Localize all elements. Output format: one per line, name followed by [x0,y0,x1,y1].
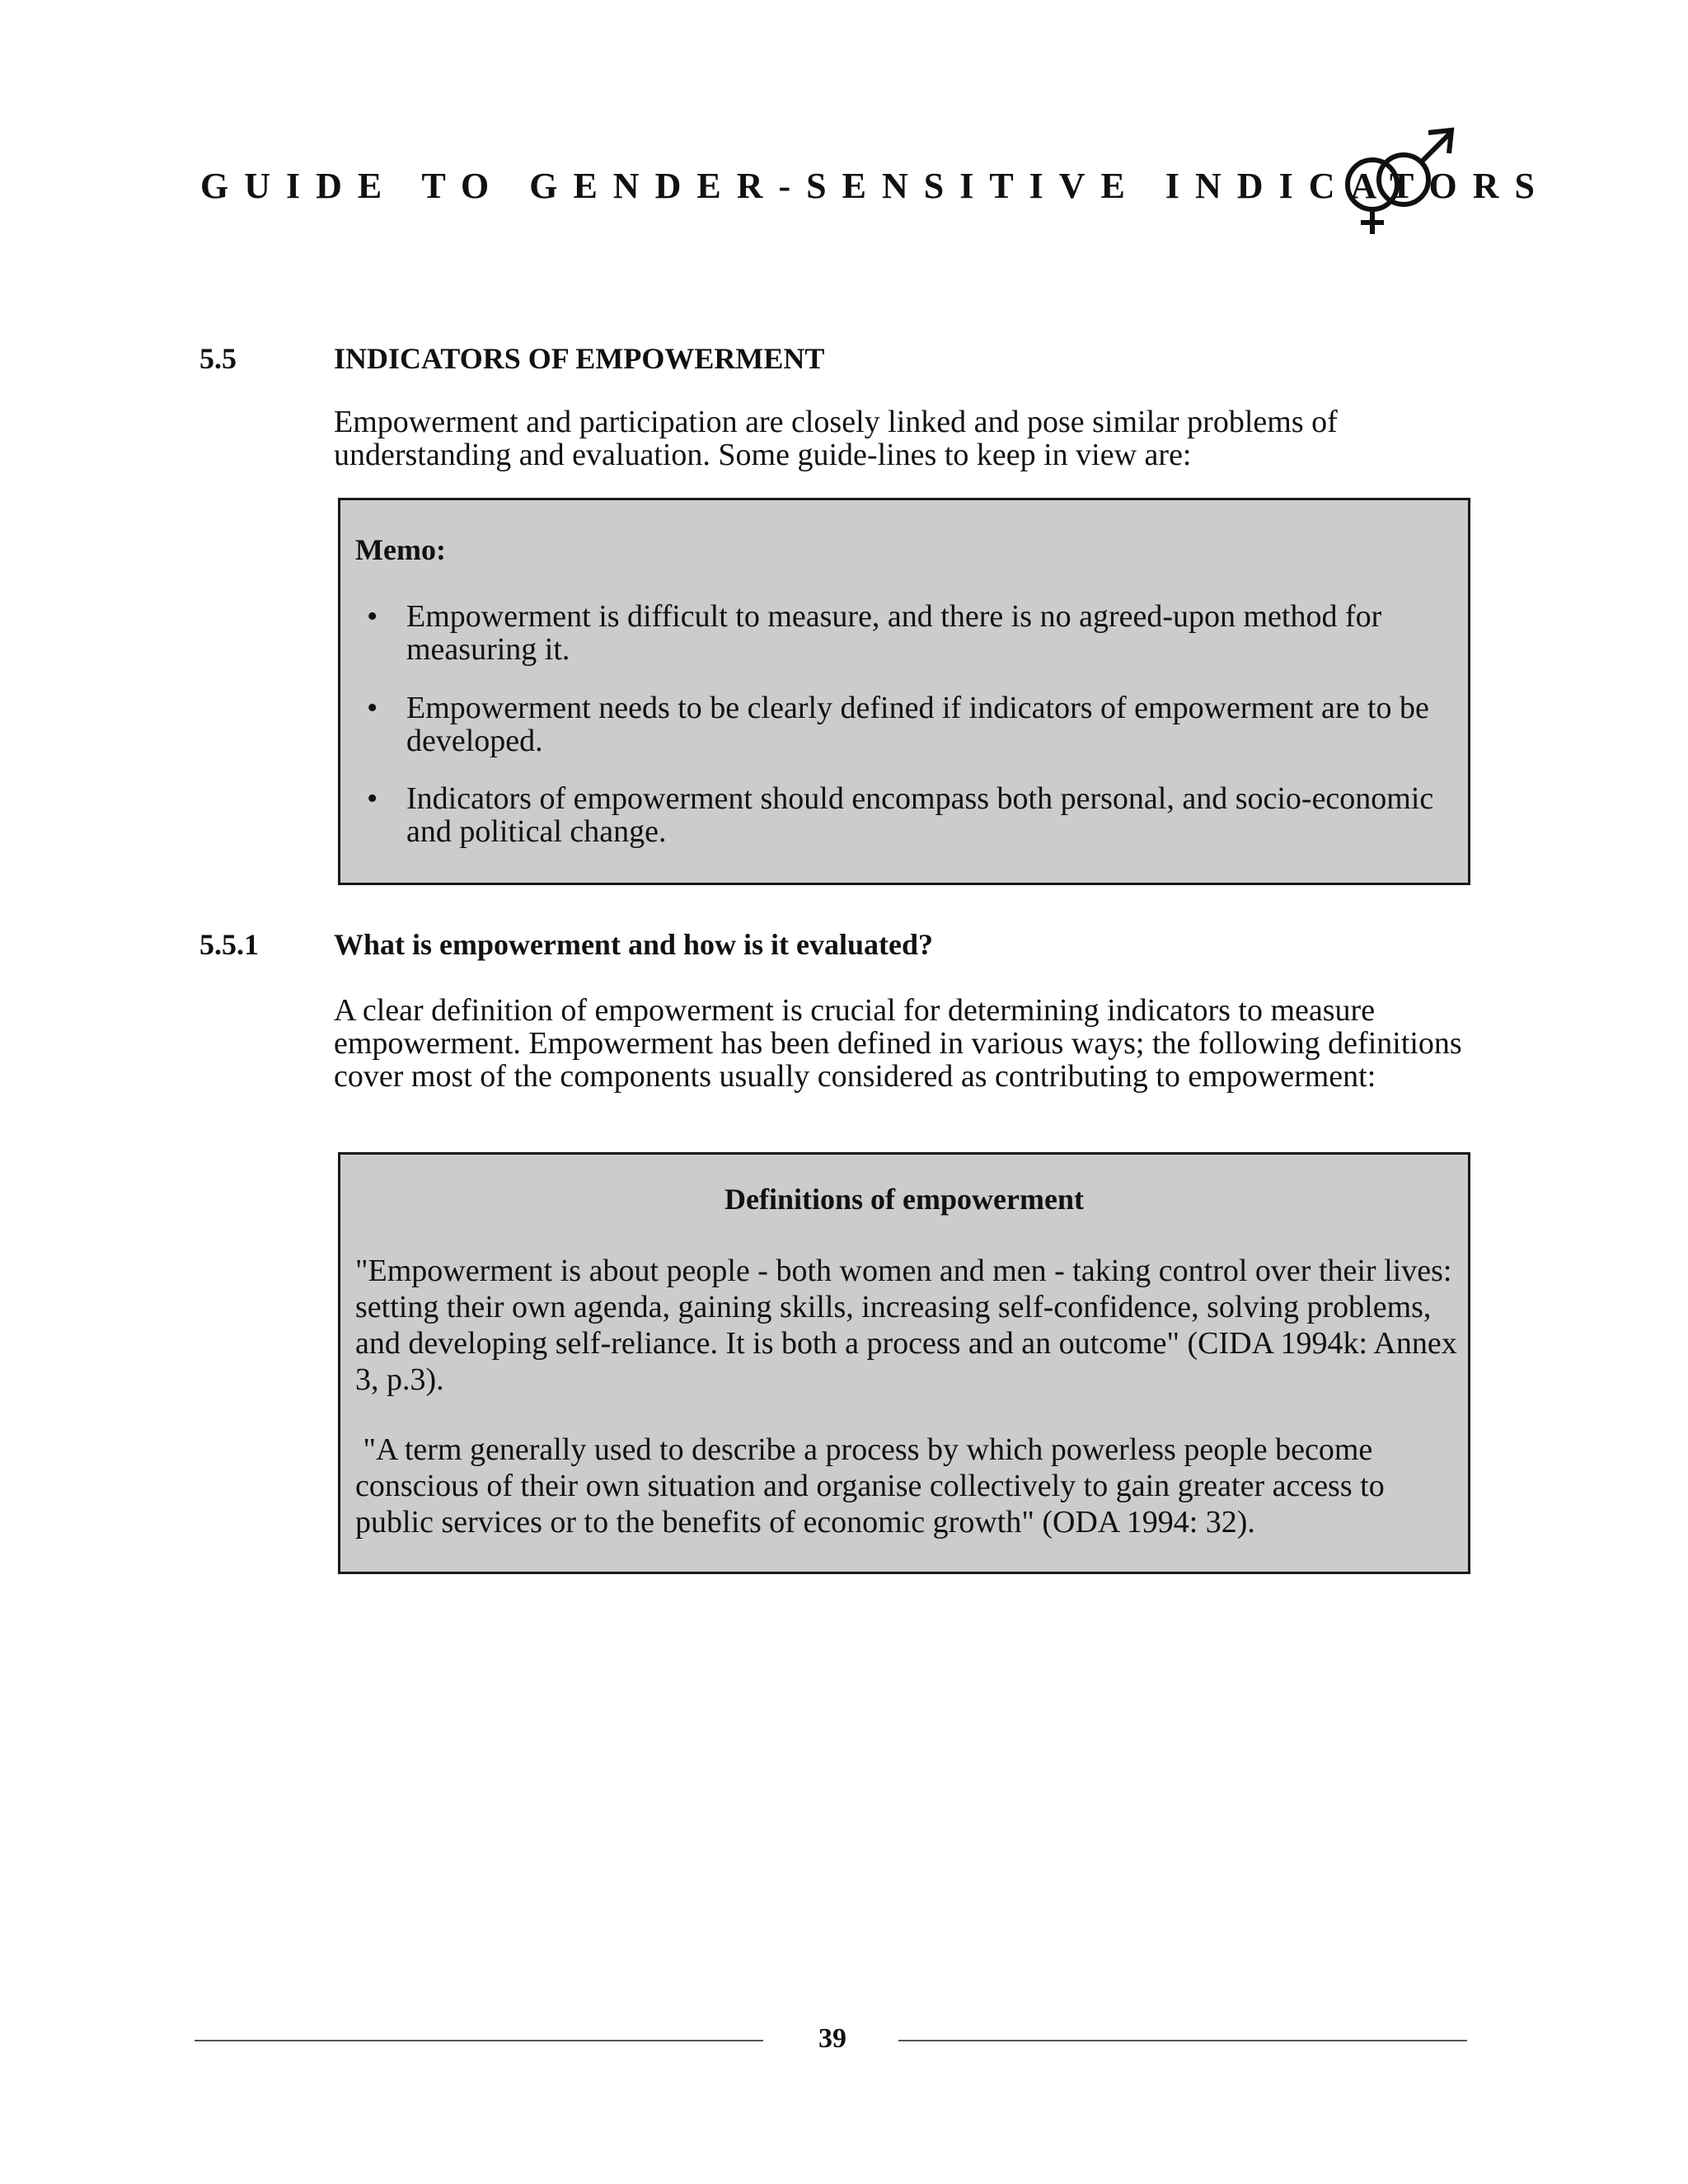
bullet-point: • [367,781,378,816]
definitions-title: Definitions of empowerment [724,1183,1084,1216]
gender-symbol-icon [1331,125,1463,241]
subsection-number: 5.5.1 [199,928,259,961]
section-number: 5.5 [199,342,237,375]
subsection-intro-paragraph: A clear definition of empowerment is crucial for determining indicators to measure empowerment. Empowerment has been defined in various ways; the following definitions cover most of the components usually considered as contributing to empowerment: [334,993,1462,1094]
memo-box [338,498,1470,885]
definitions-box [338,1152,1470,1574]
footer-rule-left [195,2040,763,2041]
bullet-point: • [367,691,378,725]
section-title: INDICATORS OF EMPOWERMENT [334,342,825,375]
subsection-title: What is empowerment and how is it evaluated? [334,928,933,961]
memo-bullet-text: Empowerment is difficult to measure, and there is no agreed-upon method for measuring it. [406,599,1382,667]
memo-bullet-text: Indicators of empowerment should encompass both personal, and socio-economic and political change. [406,781,1434,849]
running-header-title: GUIDE TO GENDER-SENSITIVE INDICATORS [200,166,1551,206]
section-intro-paragraph: Empowerment and participation are closely linked and pose similar problems of understanding and evaluation. Some guide-lines to keep in view are: [334,405,1338,472]
memo-title: Memo: [355,533,446,566]
footer-rule-right [898,2040,1467,2041]
memo-bullet-text: Empowerment needs to be clearly defined if indicators of empowerment are to be developed. [406,691,1429,758]
definition-quote-paragraph: "Empowerment is about people - both women and men - taking control over their lives: setting their own agenda, gaining skills, increasing self-confidence, solving problems, and developing self-reliance. It is both a process and an outcome" (CIDA 1994k: Annex 3, p.3). [355,1254,1465,1397]
definition-quote-paragraph: "A term generally used to describe a process by which powerless people become conscious of their own situation and organise collectively to gain greater access to public services or to the benefits of economic growth" (ODA 1994: 32). [355,1432,1393,1540]
bullet-point: • [367,599,378,634]
page-number: 39 [818,2023,846,2054]
